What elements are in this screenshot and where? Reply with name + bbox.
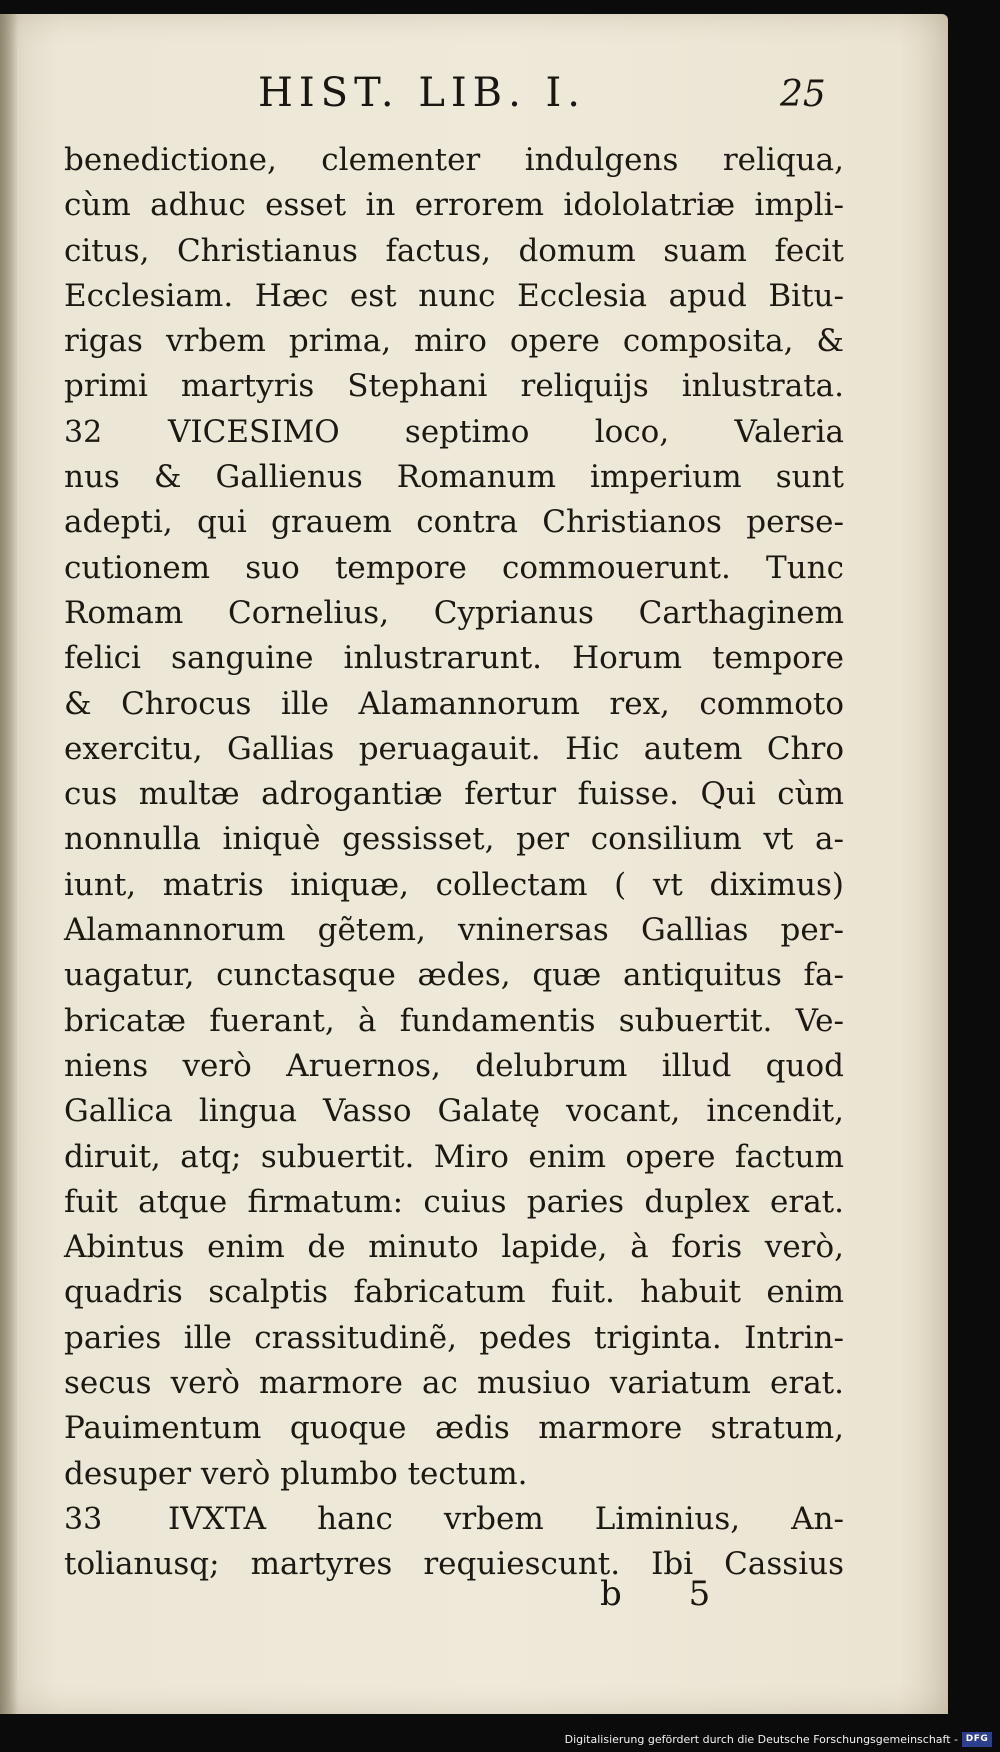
text-line [64, 999, 844, 1044]
line-text: iunt, matris iniquæ, collectam ( vt diximus) [64, 866, 844, 903]
funding-credit: Digitalisierung gefördert durch die Deutsche Forschungsgemeinschaft - [564, 1733, 958, 1746]
line-text: quadris scalptis fabricatum fuit. habuit enim [64, 1274, 844, 1311]
text-line [64, 727, 844, 772]
text-line [64, 591, 844, 636]
text-line [64, 138, 844, 183]
line-text: primi martyris Stephani reliquijs inlustrata. [64, 368, 844, 405]
text-line [64, 1452, 844, 1497]
line-text: Gallica lingua Vasso Galatę vocant, incendit, [64, 1093, 844, 1130]
line-text: Ecclesiam. Hæc est nunc Ecclesia apud Bitu- [64, 277, 844, 314]
line-text: Romam Cornelius, Cyprianus Carthaginem [64, 594, 844, 631]
line-text: exercitu, Gallias peruagauit. Hic autem Chro [64, 730, 844, 767]
text-line [64, 908, 844, 953]
text-line [64, 410, 844, 455]
line-text: Abintus enim de minuto lapide, à foris verò, [64, 1229, 844, 1266]
line-text: nonnulla iniquè gessisset, per consilium vt a- [64, 821, 844, 858]
line-text: benedictione, clementer indulgens reliqua, [64, 142, 844, 178]
line-text: diruit, atq; subuertit. Miro enim opere factum [64, 1138, 844, 1175]
line-text: secus verò marmore ac musiuo variatum erat. [64, 1365, 844, 1402]
line-text: adepti, qui grauem contra Christianos perse- [64, 504, 844, 541]
line-text: Pauimentum quoque ædis marmore stratum, [64, 1410, 844, 1447]
line-text: IVXTA hanc vrbem Liminius, An- [168, 1500, 844, 1537]
book-page [0, 14, 948, 1714]
text-line [64, 772, 844, 817]
digitization-footer [0, 1724, 1000, 1752]
text-line [64, 1225, 844, 1270]
running-title: HIST. LIB. I. [258, 70, 587, 116]
line-text: rigas vrbem prima, miro opere composita, & [64, 323, 844, 360]
text-line [64, 455, 844, 500]
line-text: tolianusq; martyres requiescunt. Ibi Cassius [64, 1546, 844, 1583]
line-text: citus, Christianus factus, domum suam fecit [64, 232, 844, 269]
line-text: & Chrocus ille Alamannorum rex, commoto [64, 685, 844, 722]
line-text: desuper verò plumbo tectum. [64, 1455, 528, 1492]
text-line [64, 364, 844, 409]
line-text: bricatæ fuerant, à fundamentis subuertit. Ve- [64, 1002, 844, 1039]
text-line [64, 229, 844, 274]
line-text: niens verò Aruernos, delubrum illud quod [64, 1047, 844, 1084]
page-number: 25 [780, 74, 826, 115]
running-head [0, 70, 948, 126]
text-line [64, 817, 844, 862]
section-number: 32 [64, 414, 103, 450]
text-line [64, 1089, 844, 1134]
line-text: nus & Gallienus Romanum imperium sunt [64, 459, 844, 496]
text-line [64, 500, 844, 545]
text-line [64, 274, 844, 319]
text-line [64, 1270, 844, 1315]
text-line [64, 1406, 844, 1451]
text-line [64, 1135, 844, 1180]
text-line [64, 183, 844, 228]
page-gutter-shadow [0, 14, 18, 1714]
line-text: VICESIMO septimo loco, Valeria [168, 413, 844, 450]
line-text: cutionem suo tempore commouerunt. Tunc [64, 549, 844, 586]
line-text: cùm adhuc esset in errorem idololatriæ impli- [64, 187, 844, 224]
text-line [64, 953, 844, 998]
text-line [64, 1044, 844, 1089]
text-line [64, 1316, 844, 1361]
text-line [64, 546, 844, 591]
line-text: cus multæ adrogantiæ fertur fuisse. Qui cùm [64, 776, 844, 813]
line-text: uagatur, cunctasque ædes, quæ antiquitus fa- [64, 957, 844, 994]
text-line [64, 319, 844, 364]
text-line [64, 1180, 844, 1225]
text-line [64, 682, 844, 727]
text-line [64, 1497, 844, 1542]
line-text: felici sanguine inlustrarunt. Horum tempore [64, 640, 844, 677]
text-line [64, 1361, 844, 1406]
line-text: fuit atque firmatum: cuius paries duplex erat. [64, 1183, 844, 1220]
section-number: 33 [64, 1501, 103, 1537]
signature-mark: b 5 [600, 1574, 739, 1614]
body-text [64, 138, 844, 1588]
line-text: paries ille crassitudinẽ, pedes triginta. Intrin- [64, 1319, 844, 1356]
text-line [64, 863, 844, 908]
dfg-logo: DFG [962, 1732, 992, 1747]
text-line [64, 636, 844, 681]
line-text: Alamannorum gẽtem, vninersas Gallias per- [64, 912, 844, 949]
